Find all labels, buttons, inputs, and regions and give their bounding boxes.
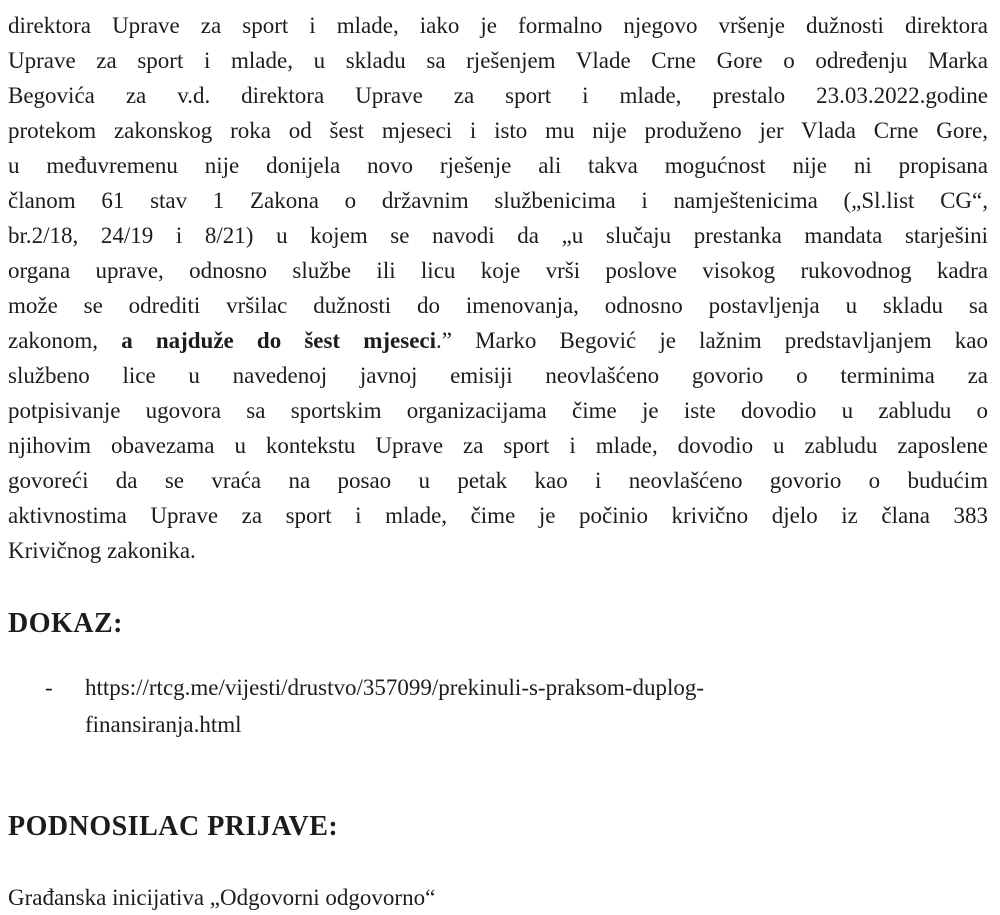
submitter-heading: PODNOSILAC PRIJAVE: — [8, 811, 339, 842]
evidence-heading: DOKAZ: — [8, 608, 123, 639]
evidence-list-item — [8, 669, 988, 743]
evidence-url-link[interactable]: finansiranja.html — [85, 712, 242, 737]
paragraph-line: Uprave za sport i mlade, u skladu sa rješenjem Vlade Crne Gore o određenju Marka — [8, 48, 988, 73]
paragraph-line: br.2/18, 24/19 i 8/21) u kojem se navodi da „u slučaju prestanka mandata starješini — [8, 223, 988, 248]
paragraph-line: Krivičnog zakonika. — [8, 538, 196, 563]
paragraph-line: njihovim obavezama u kontekstu Uprave za sport i mlade, dovodio u zabludu zaposlene — [8, 433, 988, 458]
paragraph-line: protekom zakonskog roka od šest mjeseci i isto mu nije produženo jer Vlada Crne Gore, — [8, 118, 988, 143]
body-paragraph — [8, 8, 988, 568]
evidence-url-link[interactable]: https://rtcg.me/vijesti/drustvo/357099/prekinuli-s-praksom-duplog- — [85, 675, 705, 700]
list-dash: - — [45, 675, 53, 700]
paragraph-line: organa uprave, odnosno službe ili licu koje vrši poslove visokog rukovodnog kadra — [8, 258, 988, 283]
paragraph-text: .” Marko Begović je lažnim predstavljanjem kao — [436, 328, 988, 353]
paragraph-line-with-emphasis — [8, 323, 988, 358]
paragraph-line: u međuvremenu nije donijela novo rješenje ali takva mogućnost nije ni propisana — [8, 153, 988, 178]
paragraph-line: članom 61 stav 1 Zakona o državnim službenicima i namještenicima („Sl.list CG“, — [8, 188, 988, 213]
paragraph-line: direktora Uprave za sport i mlade, iako je formalno njegovo vršenje dužnosti direktora — [8, 13, 988, 38]
paragraph-line: Begovića za v.d. direktora Uprave za sport i mlade, prestalo 23.03.2022.godine — [8, 83, 988, 108]
paragraph-line: govoreći da se vraća na posao u petak kao i neovlašćeno govorio o budućim — [8, 468, 988, 493]
submitter-name: Građanska inicijativa „Odgovorni odgovorno“ — [8, 885, 436, 910]
bold-emphasis: a najduže do šest mjeseci — [121, 328, 437, 353]
paragraph-line: potpisivanje ugovora sa sportskim organizacijama čime je iste dovodio u zabludu o — [8, 398, 988, 423]
paragraph-line: može se odrediti vršilac dužnosti do imenovanja, odnosno postavljenja u skladu sa — [8, 293, 988, 318]
paragraph-line: službeno lice u navedenoj javnoj emisiji neovlašćeno govorio o terminima za — [8, 363, 988, 388]
paragraph-text: zakonom, — [8, 328, 122, 353]
paragraph-line: aktivnostima Uprave za sport i mlade, čime je počinio krivično djelo iz člana 383 — [8, 503, 988, 528]
